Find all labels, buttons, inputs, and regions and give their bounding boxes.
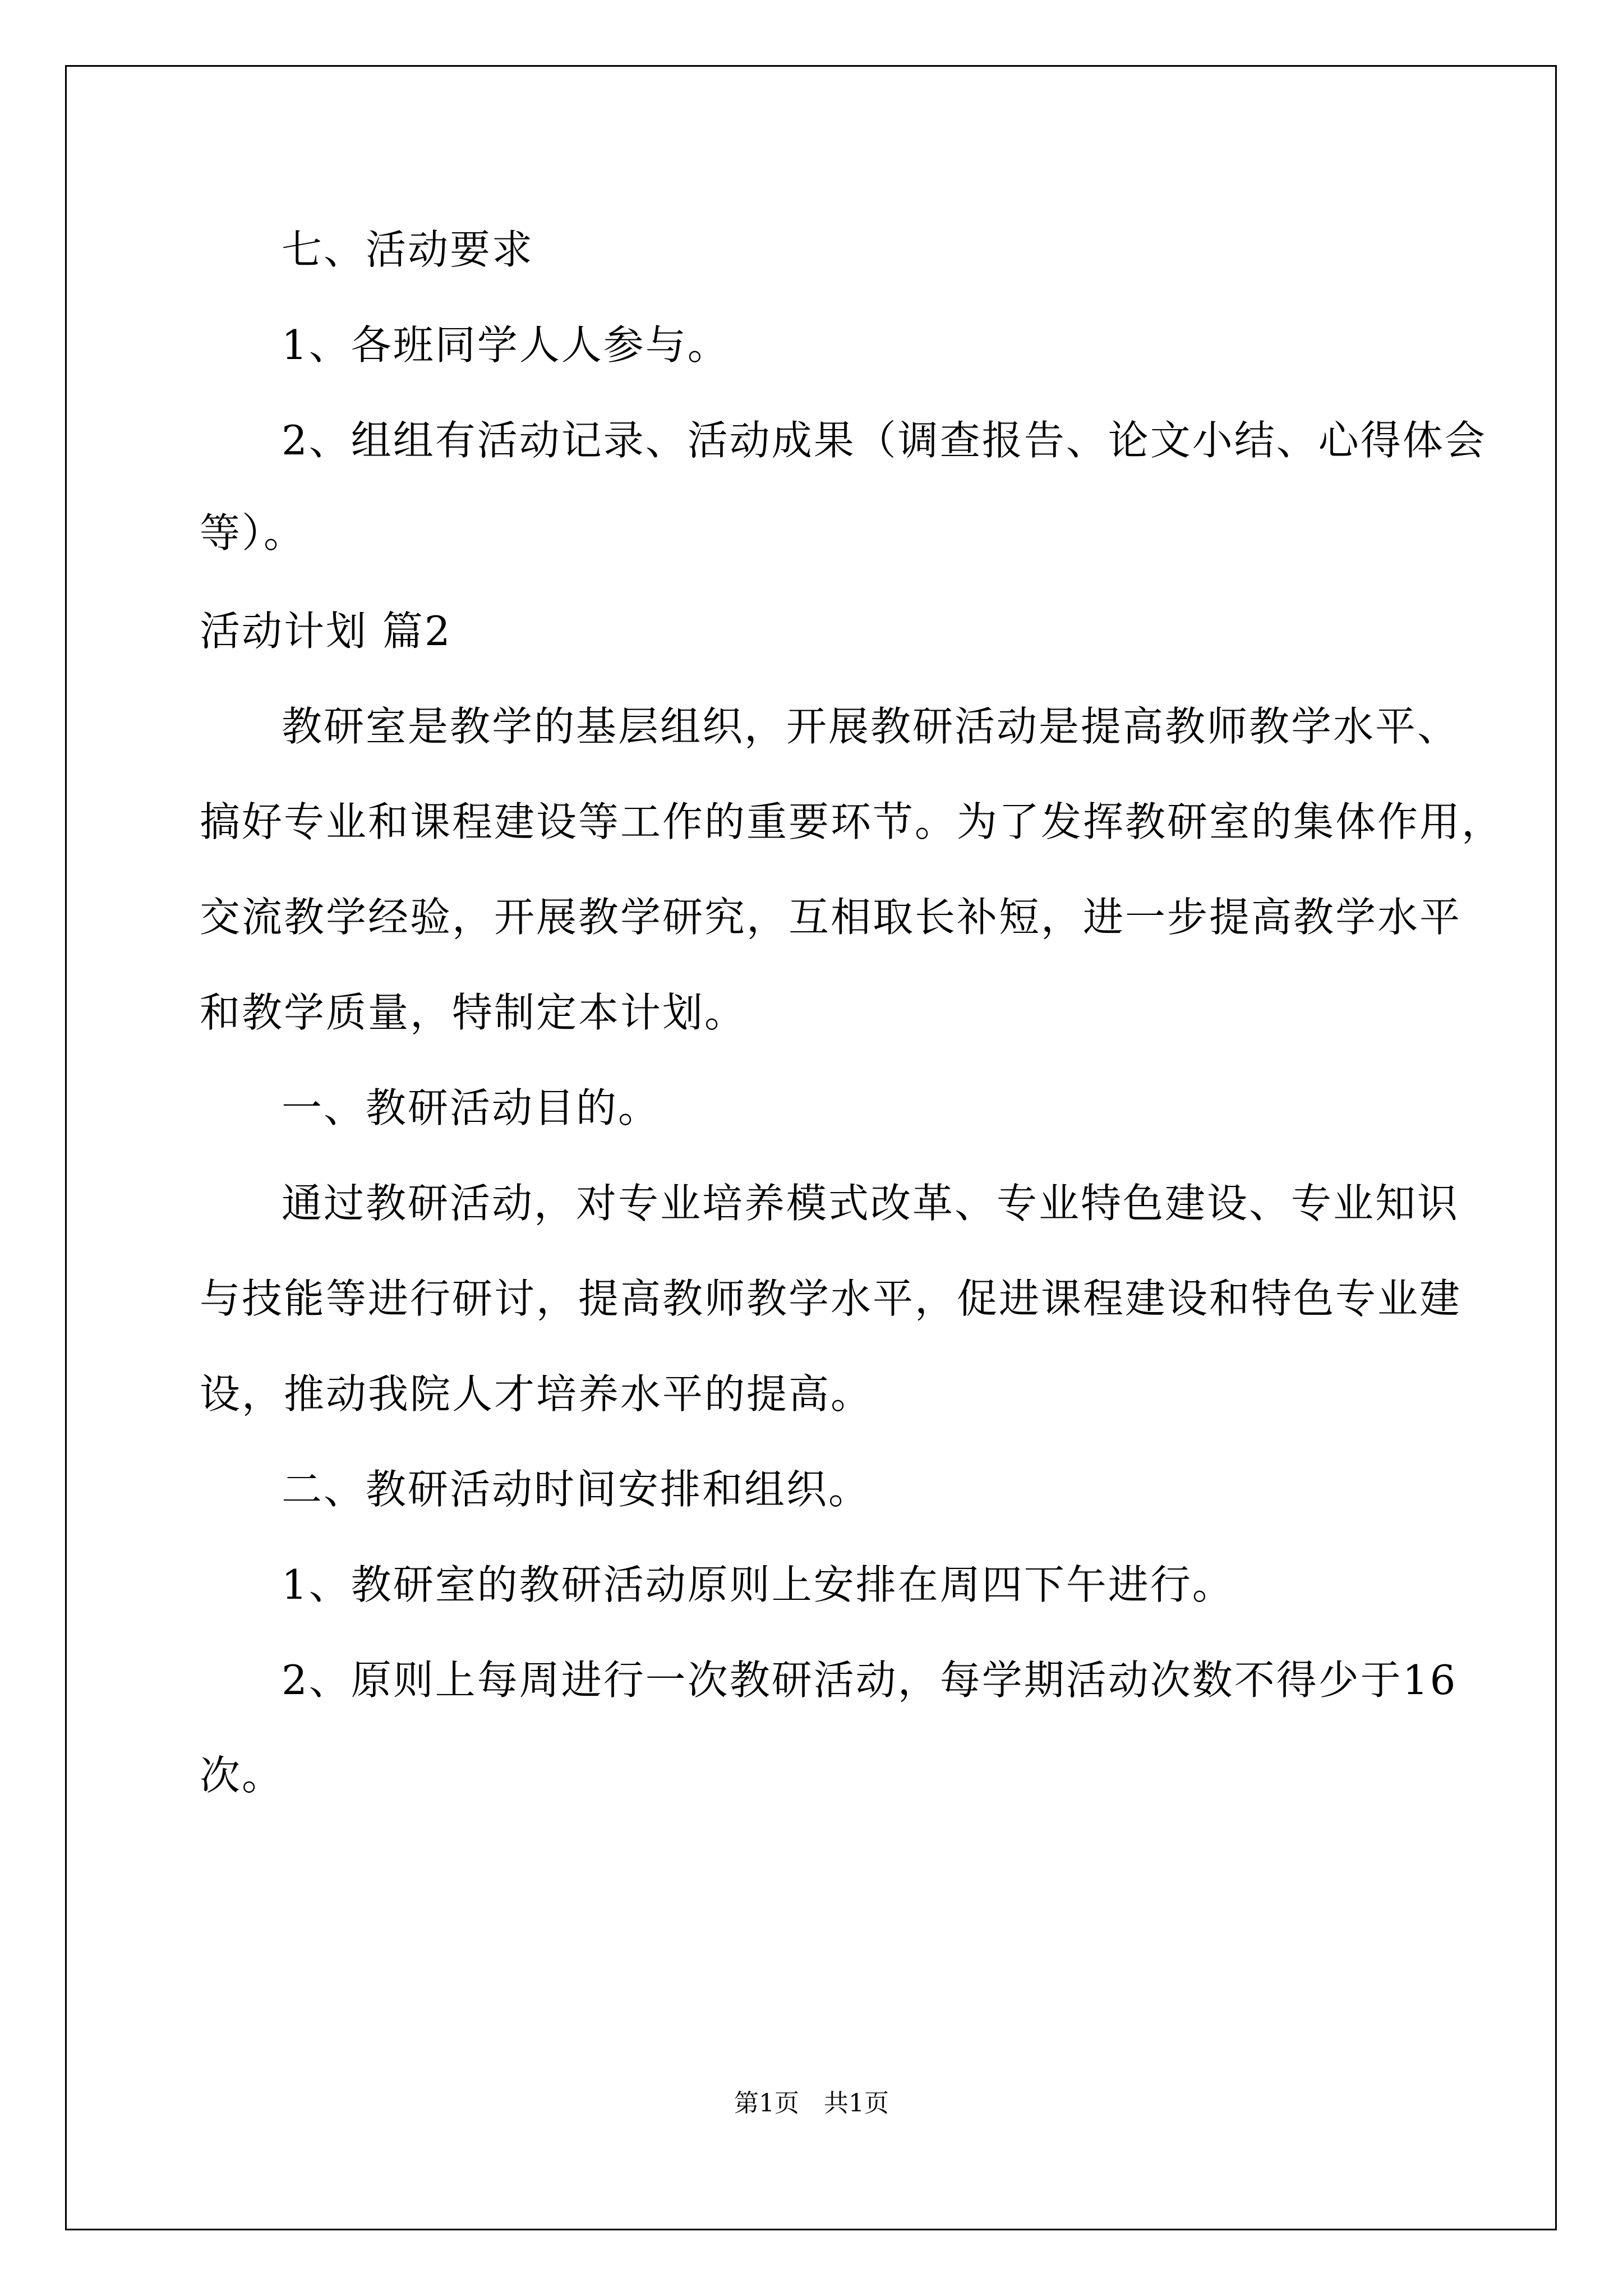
list-item-continuation: 次。: [200, 1752, 284, 1799]
list-item: 1、教研室的教研活动原则上安排在周四下午进行。: [282, 1561, 1234, 1608]
paragraph-line: 设，推动我院人才培养水平的提高。: [200, 1370, 873, 1418]
article-title: 活动计划 篇2: [200, 608, 452, 655]
page-border: [65, 65, 1557, 2230]
paragraph-line: 通过教研活动，对专业培养模式改革、专业特色建设、专业知识: [282, 1180, 1460, 1227]
paragraph-line: 交流教学经验，开展教学研究，互相取长补短，进一步提高教学水平: [200, 894, 1462, 941]
list-item: 2、原则上每周进行一次教研活动，每学期活动次数不得少于16: [282, 1657, 1458, 1704]
paragraph-line: 与技能等进行研讨，提高教师教学水平，促进课程建设和特色专业建: [200, 1275, 1462, 1322]
paragraph-line: 教研室是教学的基层组织，开展教研活动是提高教师教学水平、: [282, 703, 1460, 750]
section-heading: 七、活动要求: [282, 226, 534, 273]
list-item-continuation: 等）。: [200, 509, 306, 556]
list-item: 1、各班同学人人参与。: [282, 321, 730, 369]
page-number: 第1页 共1页: [734, 2089, 889, 2118]
section-heading: 二、教研活动时间安排和组织。: [282, 1466, 871, 1513]
paragraph-line: 搞好专业和课程建设等工作的重要环节。为了发挥教研室的集体作用，: [200, 798, 1504, 845]
list-item: 2、组组有活动记录、活动成果（调查报告、论文小结、心得体会: [282, 417, 1487, 464]
paragraph-line: 和教学质量，特制定本计划。: [200, 989, 747, 1036]
section-heading: 一、教研活动目的。: [282, 1084, 661, 1131]
